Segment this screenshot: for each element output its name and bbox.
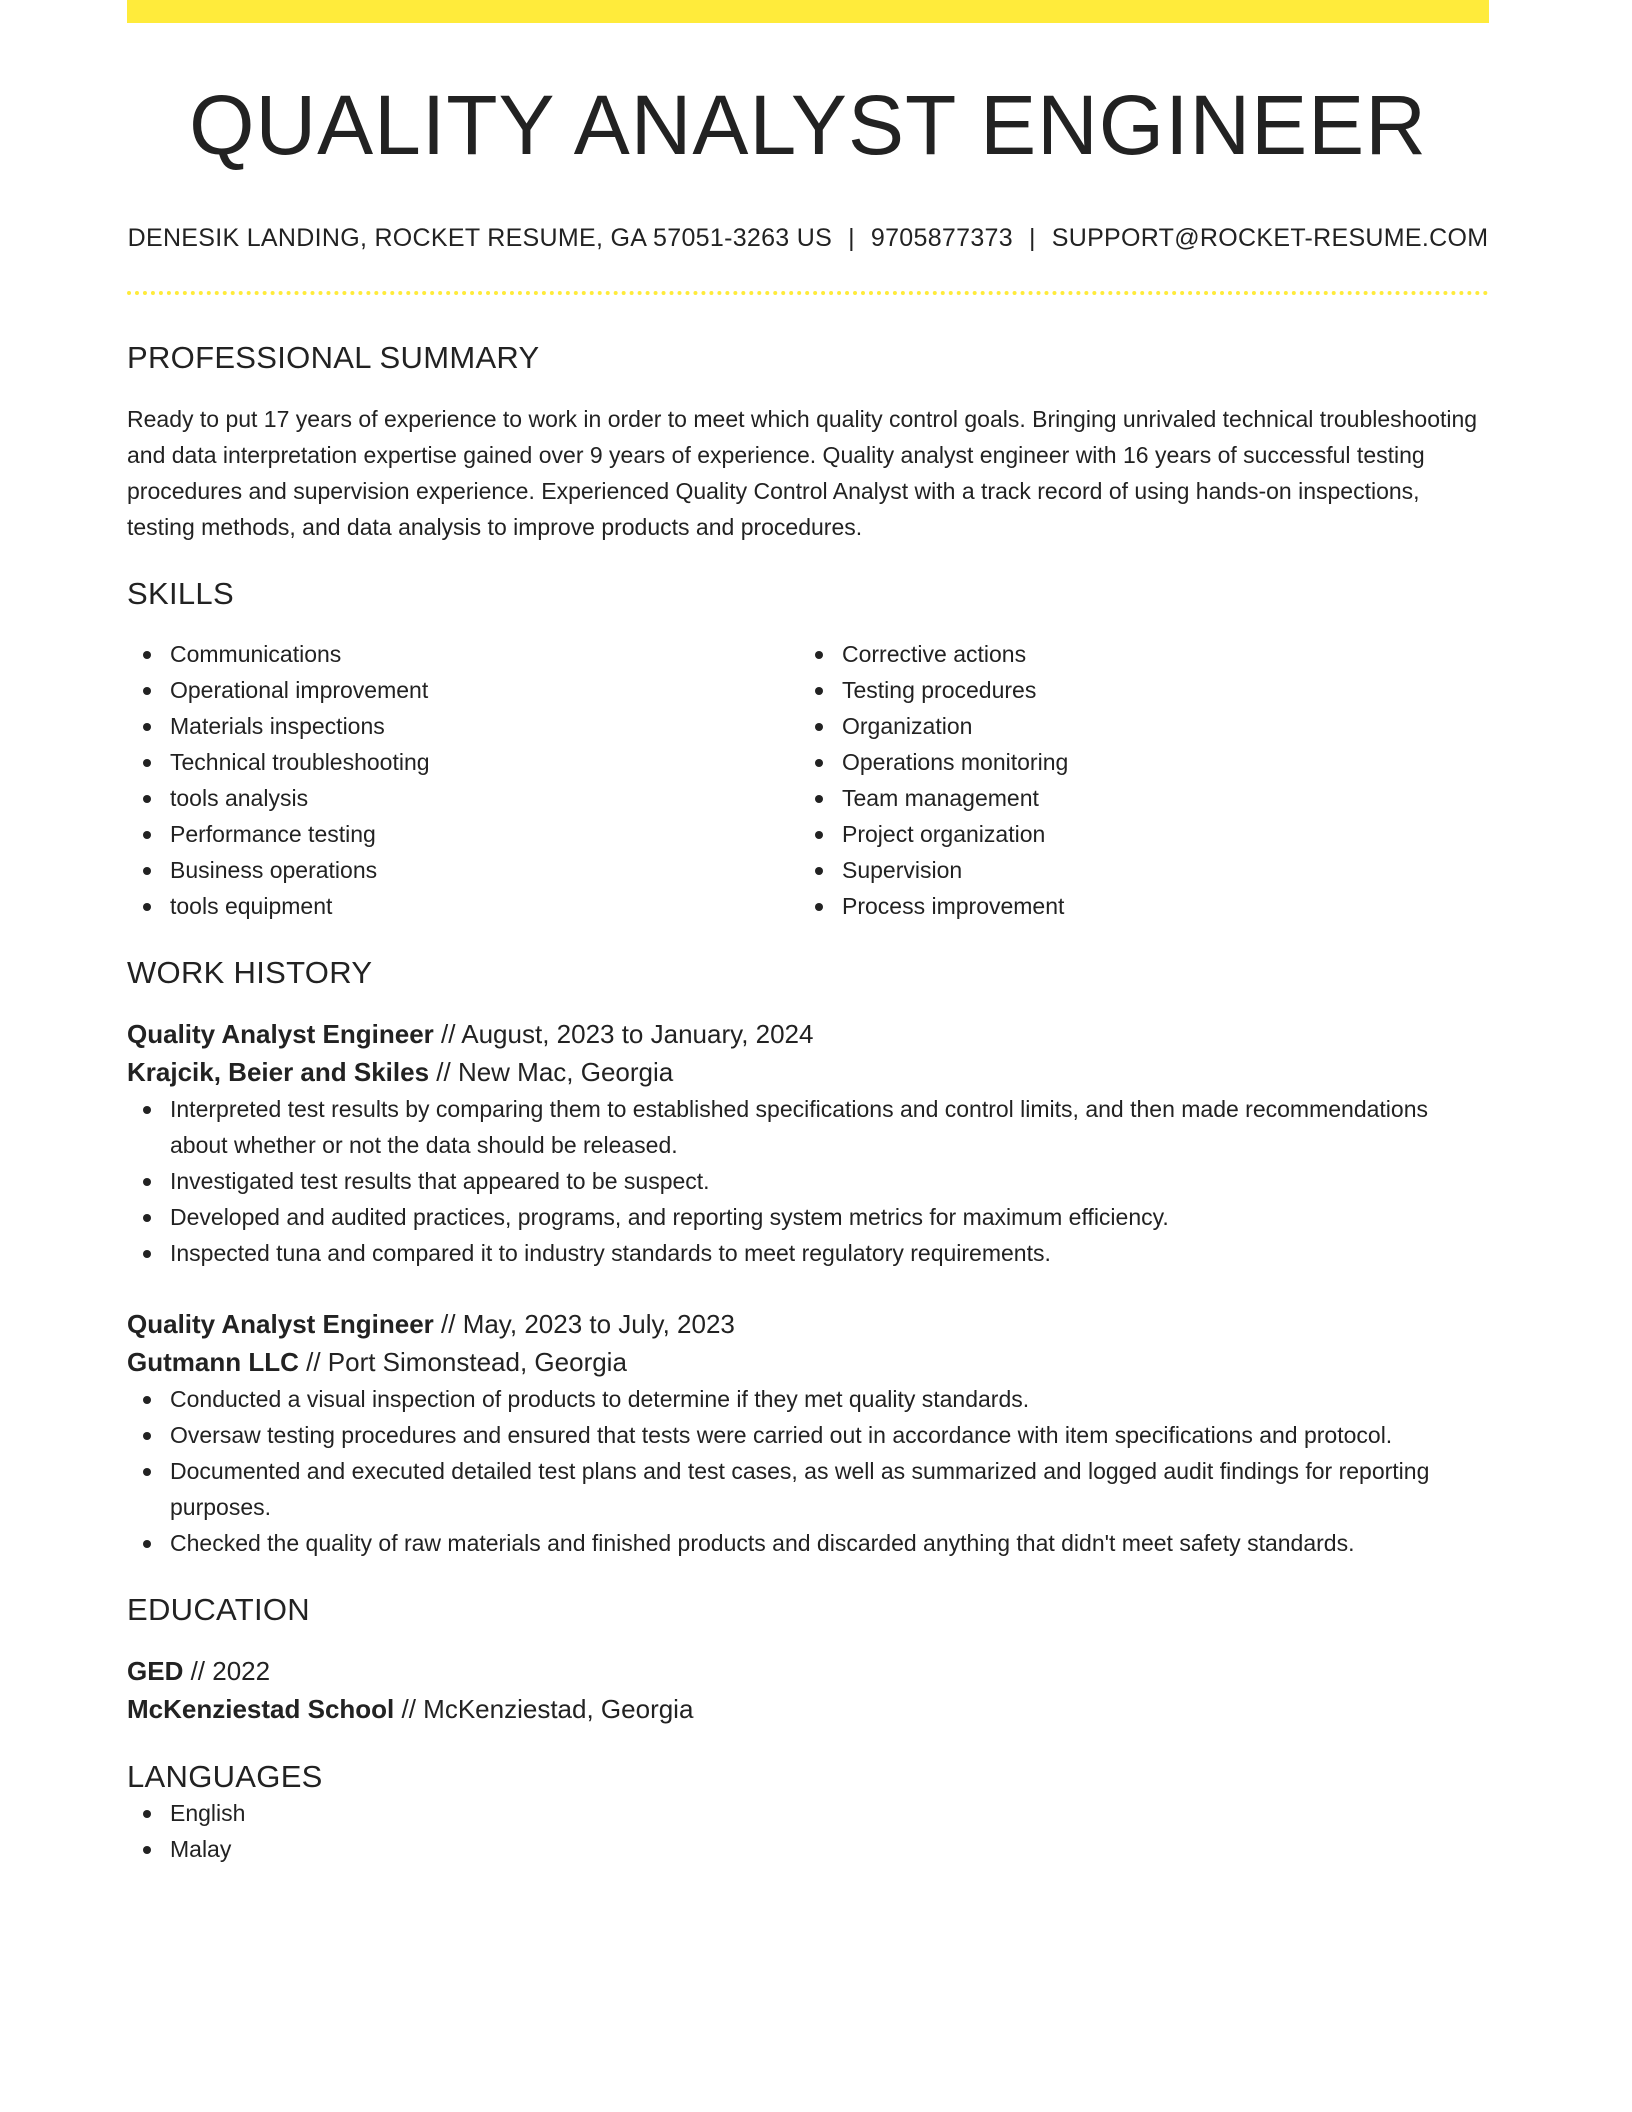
bullet-icon	[143, 831, 151, 839]
skill-item: Materials inspections	[127, 708, 799, 744]
languages-heading: LANGUAGES	[127, 1759, 323, 1795]
skill-item: Process improvement	[799, 888, 1471, 924]
languages-list	[127, 1795, 1489, 1867]
degree-year: // 2022	[183, 1656, 271, 1687]
bullet-icon	[143, 1810, 151, 1818]
job-company-line	[127, 1343, 1489, 1381]
contact-phone: 9705877373	[870, 224, 1013, 253]
contact-line	[127, 223, 1489, 253]
job-company-line	[127, 1053, 1489, 1091]
bullet-icon	[815, 759, 823, 767]
bullet-icon	[143, 1540, 151, 1548]
bullet-icon	[143, 1214, 151, 1222]
bullet-icon	[143, 759, 151, 767]
dotted-divider	[127, 291, 1489, 295]
job-bullet: Checked the quality of raw materials and finished products and discarded anything that didn't meet safety standards.	[127, 1525, 1489, 1561]
job-bullet: Interpreted test results by comparing them to established specifications and control limits, and then made recommendations about whether or not the data should be released.	[127, 1091, 1489, 1163]
job-company: Gutmann LLC	[127, 1346, 299, 1377]
job-dates: // August, 2023 to January, 2024	[433, 1018, 814, 1049]
skill-item: tools analysis	[127, 780, 799, 816]
job-dates: // May, 2023 to July, 2023	[433, 1308, 735, 1339]
job-bullet: Oversaw testing procedures and ensured that tests were carried out in accordance with item specifications and protocol.	[127, 1417, 1489, 1453]
contact-address: DENESIK LANDING, ROCKET RESUME, GA 57051-3263 US	[127, 224, 833, 253]
bullet-icon	[143, 795, 151, 803]
job-bullets	[127, 1091, 1489, 1271]
skills-column-right	[799, 636, 1471, 924]
job-bullet: Inspected tuna and compared it to industry standards to meet regulatory requirements.	[127, 1235, 1489, 1271]
contact-separator: |	[1028, 224, 1036, 253]
job-bullet: Conducted a visual inspection of products to determine if they met quality standards.	[127, 1381, 1489, 1417]
skills-grid	[127, 636, 1489, 924]
work-history-heading: WORK HISTORY	[127, 954, 373, 990]
job-bullets	[127, 1381, 1489, 1561]
job-role: Quality Analyst Engineer	[127, 1308, 434, 1339]
bullet-icon	[143, 1178, 151, 1186]
skill-item: Supervision	[799, 852, 1471, 888]
bullet-icon	[815, 831, 823, 839]
bullet-icon	[815, 903, 823, 911]
job-company: Krajcik, Beier and Skiles	[127, 1056, 430, 1087]
bullet-icon	[143, 1250, 151, 1258]
skills-heading: SKILLS	[127, 575, 234, 611]
skill-item: Team management	[799, 780, 1471, 816]
job-location: // Port Simonstead, Georgia	[298, 1346, 627, 1377]
bullet-icon	[143, 687, 151, 695]
skills-column-left	[127, 636, 799, 924]
contact-email: SUPPORT@ROCKET-RESUME.COM	[1051, 224, 1489, 253]
contact-separator: |	[848, 224, 855, 253]
degree-line	[127, 1652, 1489, 1690]
summary-text: Ready to put 17 years of experience to work in order to meet which quality control goals. Bringing unrivaled technical troubleshooting and data interpretation expertise gained over 9 years of experience. Quality analyst engineer with 16 years of successful testing procedures and supervision experience. Experienced Quality Control Analyst with a track record of using hands-on inspections, testing methods, and data analysis to improve products and procedures.	[127, 405, 1478, 540]
skill-item: Technical troubleshooting	[127, 744, 799, 780]
job-bullet: Developed and audited practices, programs, and reporting system metrics for maximum efficiency.	[127, 1199, 1489, 1235]
accent-bar	[127, 0, 1489, 23]
bullet-icon	[143, 651, 151, 659]
bullet-icon	[143, 723, 151, 731]
bullet-icon	[143, 1396, 151, 1404]
school-location: // McKenziestad, Georgia	[394, 1694, 694, 1725]
skill-item: Testing procedures	[799, 672, 1471, 708]
degree: GED	[127, 1656, 184, 1687]
job-location: // New Mac, Georgia	[429, 1056, 674, 1087]
job-title-line	[127, 1015, 1489, 1053]
bullet-icon	[815, 723, 823, 731]
school-line	[127, 1690, 1489, 1728]
bullet-icon	[143, 1432, 151, 1440]
skill-item: Project organization	[799, 816, 1471, 852]
bullet-icon	[143, 1106, 151, 1114]
bullet-icon	[815, 795, 823, 803]
skill-item: tools equipment	[127, 888, 799, 924]
skill-item: Business operations	[127, 852, 799, 888]
bullet-icon	[143, 903, 151, 911]
summary-heading: PROFESSIONAL SUMMARY	[127, 340, 540, 376]
skill-item: Performance testing	[127, 816, 799, 852]
bullet-icon	[815, 687, 823, 695]
language-item: English	[127, 1795, 1489, 1831]
job-entry	[127, 1015, 1489, 1271]
job-entry	[127, 1305, 1489, 1561]
bullet-icon	[143, 867, 151, 875]
resume-name: QUALITY ANALYST ENGINEER	[189, 78, 1427, 172]
bullet-icon	[143, 1468, 151, 1476]
job-title-line	[127, 1305, 1489, 1343]
skill-item: Operational improvement	[127, 672, 799, 708]
language-item: Malay	[127, 1831, 1489, 1867]
education-entry	[127, 1652, 1489, 1728]
job-bullet: Documented and executed detailed test plans and test cases, as well as summarized and logged audit findings for reporting purposes.	[127, 1453, 1489, 1525]
job-bullet: Investigated test results that appeared to be suspect.	[127, 1163, 1489, 1199]
job-role: Quality Analyst Engineer	[127, 1018, 434, 1049]
skill-item: Corrective actions	[799, 636, 1471, 672]
bullet-icon	[815, 867, 823, 875]
bullet-icon	[815, 651, 823, 659]
skill-item: Operations monitoring	[799, 744, 1471, 780]
skill-item: Communications	[127, 636, 799, 672]
school-name: McKenziestad School	[127, 1694, 395, 1725]
resume-page	[127, 0, 1489, 1867]
skill-item: Organization	[799, 708, 1471, 744]
bullet-icon	[143, 1846, 151, 1854]
education-heading: EDUCATION	[127, 1591, 310, 1627]
